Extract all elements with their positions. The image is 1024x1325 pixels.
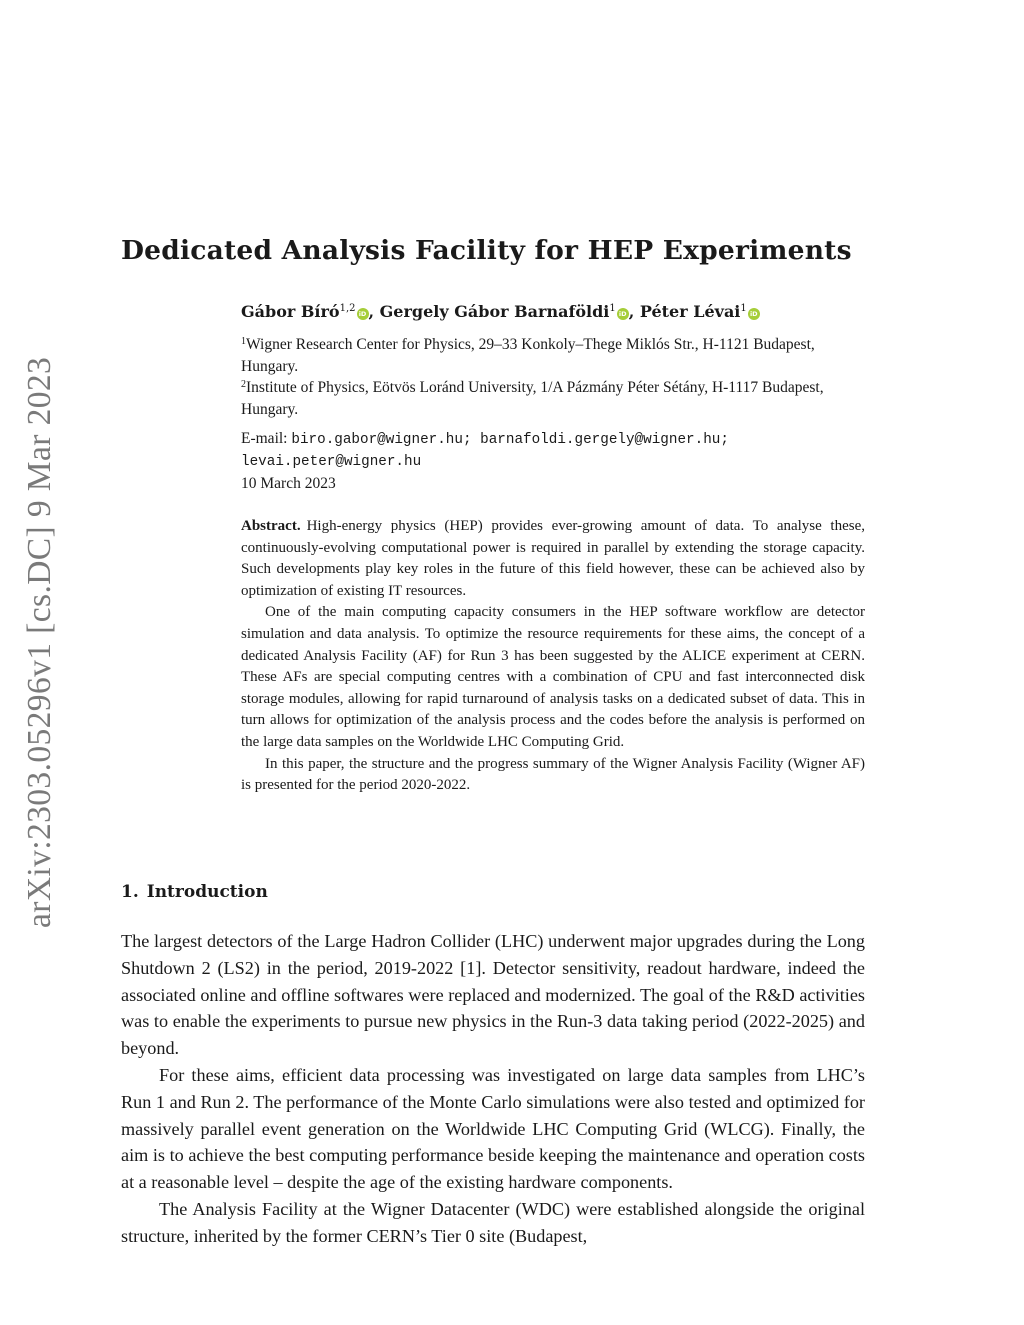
author-name: Gergely Gábor Barnaföldi — [379, 302, 610, 321]
affiliation-number: 2 — [241, 379, 246, 390]
email-addresses[interactable]: biro.gabor@wigner.hu; barnafoldi.gergely@wigner.hu; — [291, 432, 729, 448]
author-affiliation-mark: 1,2 — [339, 303, 356, 314]
author-name: Gábor Bíró — [241, 302, 340, 321]
affiliation-text: Wigner Research Center for Physics, 29–33 Konkoly–Thege Miklós Str., H-1121 Budapest, Hungary. — [241, 336, 815, 375]
email-addresses[interactable]: levai.peter@wigner.hu — [241, 453, 422, 470]
orcid-icon[interactable]: iD — [748, 308, 760, 320]
email-label: E-mail: — [241, 430, 288, 447]
author-affiliation-mark: 1 — [740, 303, 747, 314]
section-title: Introduction — [146, 882, 268, 902]
orcid-icon[interactable]: iD — [617, 308, 629, 320]
affiliation-number: 1 — [241, 336, 246, 347]
author-affiliation-mark: 1 — [609, 303, 616, 314]
section-heading — [121, 882, 268, 902]
contact-block — [241, 428, 871, 495]
introduction-body — [121, 928, 865, 1250]
author-name: Péter Lévai — [639, 302, 741, 321]
abstract — [241, 516, 865, 797]
body-paragraph: For these aims, efficient data processing was investigated on large data samples from LHC’s Run 1 and Run 2. The performance of the Monte Carlo simulations were also tested and optimized for massively parallel event generation on the Worldwide LHC Computing Grid (WLCG). Finally, the aim is to achieve the best computing performance beside keeping the maintenance and operation costs at a reasonable level – despite the age of the existing hardware components. — [121, 1064, 865, 1193]
author-separator: , — [368, 302, 380, 321]
abstract-paragraph: High-energy physics (HEP) provides ever-growing amount of data. To analyse these, continuously-evolving computational power is required in parallel by extending the storage capacity. Such developments play key roles in the future of this field however, these can be achieved also by optimization of existing IT resources. — [241, 518, 865, 599]
body-paragraph: The Analysis Facility at the Wigner Datacenter (WDC) were established alongside the original structure, inherited by the former CERN’s Tier 0 site (Budapest, — [121, 1198, 865, 1246]
affiliation-2 — [241, 374, 871, 420]
arxiv-identifier: arXiv:2303.05296v1 [cs.DC] 9 Mar 2023 — [21, 356, 58, 928]
paper-title: Dedicated Analysis Facility for HEP Experiments — [121, 235, 852, 266]
author-separator: , — [628, 302, 640, 321]
section-number: 1. — [121, 882, 139, 902]
abstract-label: Abstract. — [241, 518, 301, 534]
orcid-icon[interactable]: iD — [357, 308, 369, 320]
abstract-paragraph: One of the main computing capacity consumers in the HEP software workflow are detector simulation and data analysis. To optimize the resource requirements for these aims, the concept of a dedicated Analysis Facility (AF) for Run 3 has been suggested by the ALICE experiment at CERN. These AFs are special computing centres with a combination of CPU and fast interconnected disk storage modules, allowing for rapid turnaround of analysis tasks on a dedicated subset of data. This in turn allows for optimization of the analysis process and the codes before the analysis is performed on the large data samples on the Worldwide LHC Computing Grid. — [241, 604, 865, 750]
paper-date: 10 March 2023 — [241, 475, 336, 492]
affiliation-text: Institute of Physics, Eötvös Loránd University, 1/A Pázmány Péter Sétány, H-1117 Budapest, Hungary. — [241, 379, 824, 418]
body-paragraph: The largest detectors of the Large Hadron Collider (LHC) underwent major upgrades during the Long Shutdown 2 (LS2) in the period, 2019-2022 [1]. Detector sensitivity, readout hardware, indeed the associated online and offline softwares were replaced and modernized. The goal of the R&D activities was to enable the experiments to pursue new physics in the Run-3 data taking period (2022-2025) and beyond. — [121, 931, 865, 1059]
abstract-paragraph: In this paper, the structure and the progress summary of the Wigner Analysis Facility (Wigner AF) is presented for the period 2020-2022. — [241, 755, 865, 794]
author-list — [241, 302, 760, 321]
affiliation-1 — [241, 331, 871, 377]
